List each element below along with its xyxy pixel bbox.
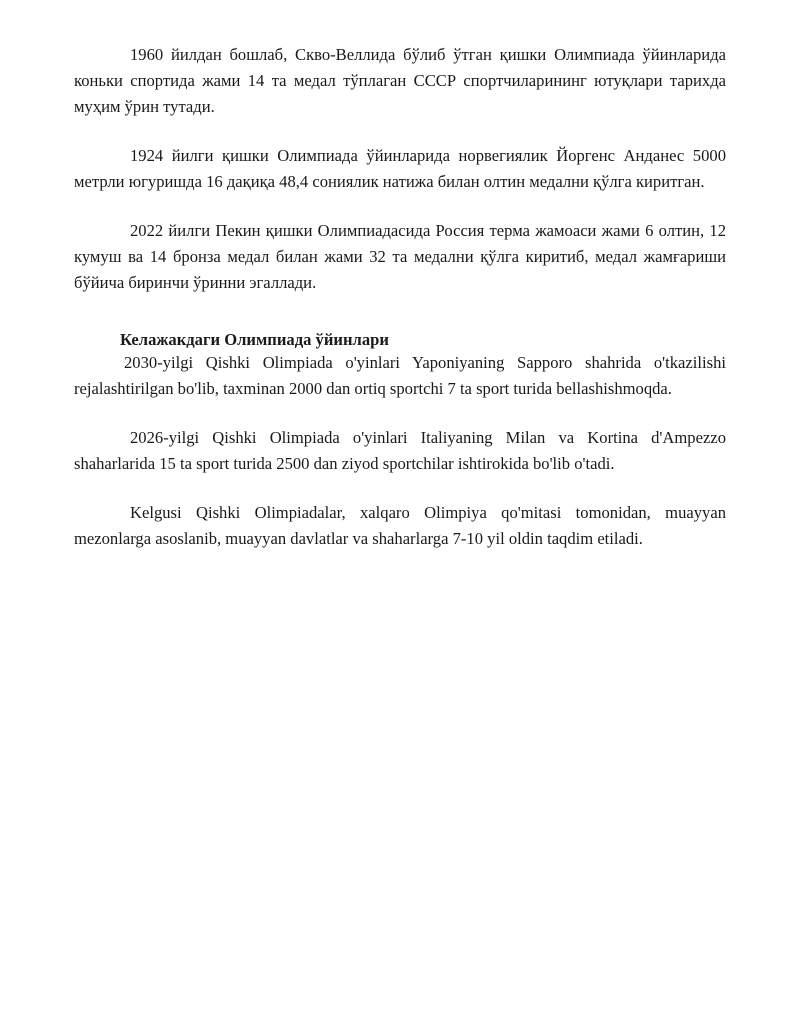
paragraph-future-selection: Kelgusi Qishki Olimpiadalar, xalqaro Olimpiya qo'mitasi tomonidan, muayyan mezonlarga asoslanib, muayyan davlatlar va shaharlarga 7-10 yil oldin taqdim etiladi. xyxy=(74,503,726,548)
section-heading-future-olympics: Келажакдаги Олимпиада ўйинлари xyxy=(120,330,389,349)
paragraph-1924-olympics: 1924 йилги қишки Олимпиада ўйинларида норвегиялик Йоргенс Анданес 5000 метрли югуришда 16 дақиқа 48,4 сониялик натижа билан олтин медални қўлга киритган. xyxy=(74,146,726,191)
paragraph-2026-milan-cortina: 2026-yilgi Qishki Olimpiada o'yinlari Italiyaning Milan va Kortina d'Ampezzo shaharlarida 15 ta sport turida 2500 dan ziyod sportchilar ishtirokida bo'lib o'tadi. xyxy=(74,428,726,473)
paragraph-2022-beijing: 2022 йилги Пекин қишки Олимпиадасида Россия терма жамоаси жами 6 олтин, 12 кумуш ва 14 бронза медал билан жами 32 та медални қўлга киритиб, медал жамғариши бўйича биринчи ўринни эгаллади. xyxy=(74,221,726,292)
document-page xyxy=(74,42,726,552)
paragraph-2030-sapporo: 2030-yilgi Qishki Olimpiada o'yinlari Yaponiyaning Sapporo shahrida o'tkazilishi rejalashtirilgan bo'lib, taxminan 2000 dan ortiq sportchi 7 ta sport turida bellashishmoqda. xyxy=(74,353,726,398)
paragraph-squaw-valley: 1960 йилдан бошлаб, Скво-Веллида бўлиб ўтган қишки Олимпиада ўйинларида коньки спортида жами 14 та медал тўплаган СССР спортчиларининг ютуқлари тарихда муҳим ўрин тутади. xyxy=(74,45,726,116)
